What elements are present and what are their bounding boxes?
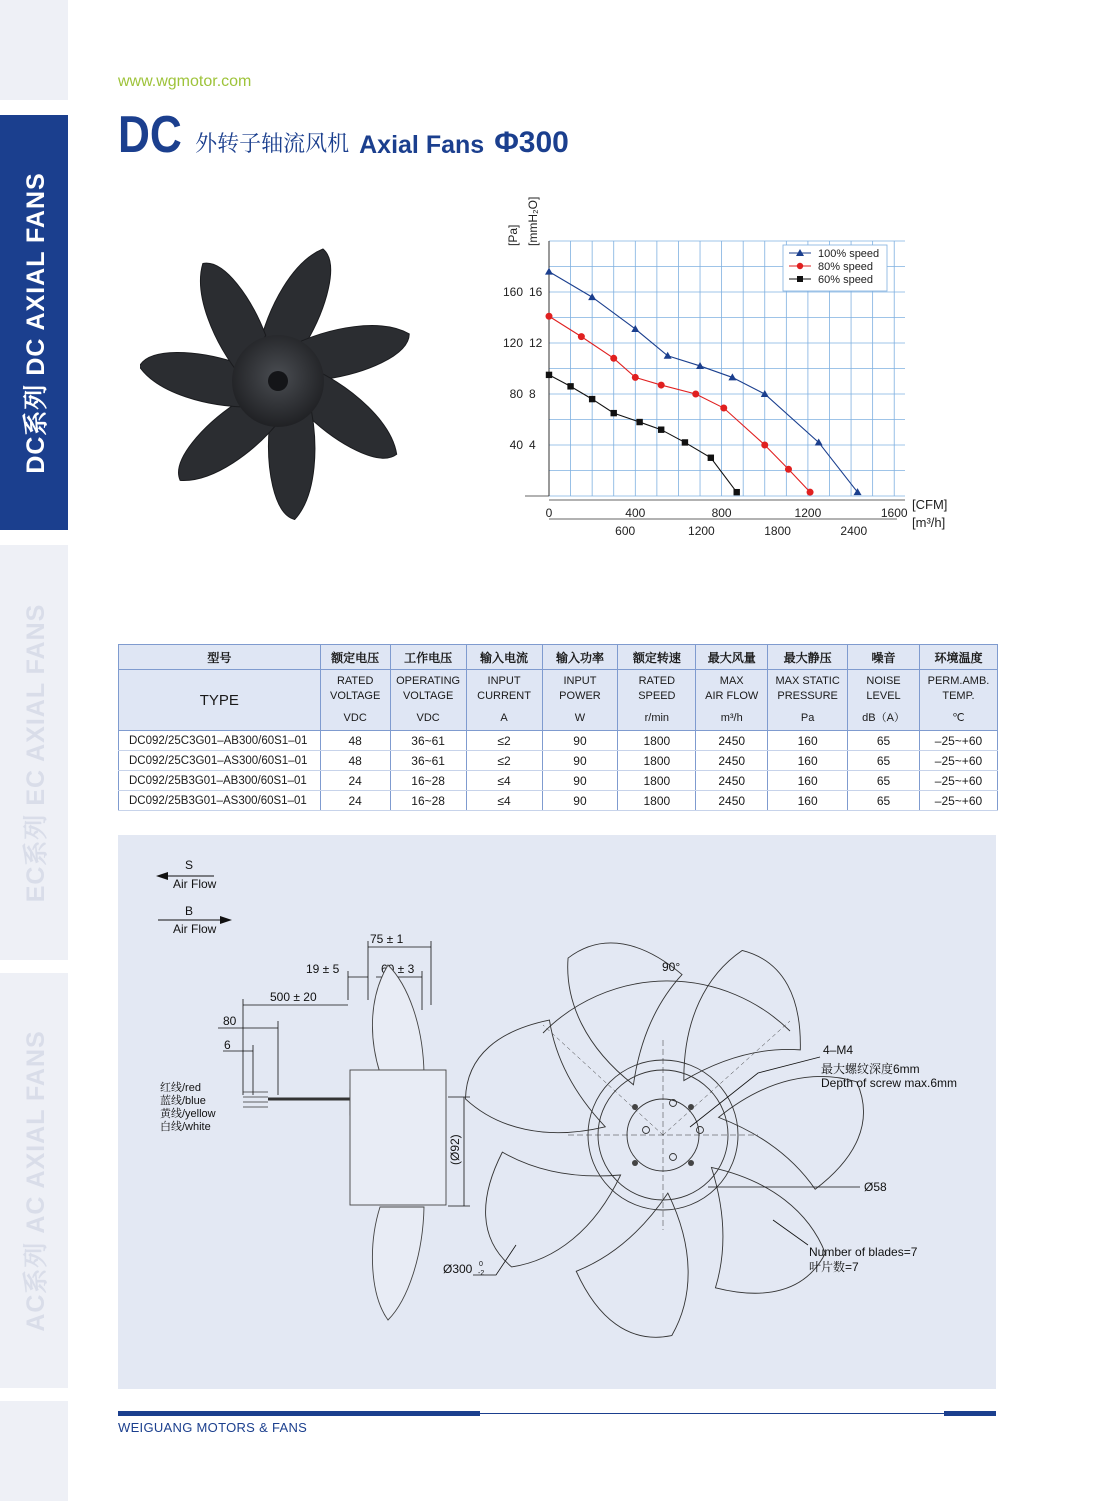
- th-en-2: [466, 670, 542, 731]
- performance-chart: [495, 188, 965, 538]
- x-unit-m3h: [m³/h]: [912, 515, 946, 530]
- data-point: [761, 390, 769, 397]
- arrow-right-icon: [220, 916, 232, 924]
- data-point: [692, 391, 699, 398]
- blades-cn: 叶片数=7: [809, 1260, 859, 1274]
- dim-6: 6: [224, 1038, 231, 1052]
- value-cell: ≤2: [466, 731, 542, 751]
- data-point: [567, 383, 573, 389]
- data-point: [611, 410, 617, 416]
- table-row: [119, 791, 998, 811]
- data-point: [734, 489, 740, 495]
- fan-product-image: [140, 245, 415, 520]
- th-en-line2: POWER: [559, 690, 601, 702]
- x-tick-m3h: 2400: [840, 524, 868, 538]
- value-cell: 2450: [696, 751, 768, 771]
- dim-500: 500 ± 20: [270, 990, 317, 1004]
- data-point: [658, 427, 664, 433]
- th-en-0: [320, 670, 390, 731]
- data-point: [807, 489, 814, 496]
- dia-92: (Ø92): [448, 1134, 462, 1165]
- front-blade: [470, 1142, 621, 1289]
- dim-75: 75 ± 1: [370, 932, 404, 946]
- data-point: [578, 333, 585, 340]
- y-axis-label-mmh2o: [mmH₂O]: [526, 196, 540, 246]
- dia-300: Ø300: [443, 1262, 473, 1276]
- title-en: Axial Fans: [359, 131, 485, 159]
- th-model: 型号: [119, 645, 321, 670]
- x-unit-cfm: [CFM]: [912, 497, 948, 512]
- x-tick-m3h: 1200: [688, 524, 715, 538]
- screw-cn: 最大螺纹深度6mm: [821, 1062, 920, 1076]
- model-cell: DC092/25B3G01–AS300/60S1–01: [119, 791, 321, 811]
- screw-hole-icon: [697, 1127, 704, 1134]
- airflow-b-letter: B: [185, 904, 194, 918]
- wire-red: 红线/red: [160, 1082, 201, 1094]
- mount-hole-icon: [688, 1160, 694, 1166]
- wire-white: 白线/white: [160, 1121, 211, 1133]
- value-cell: 1800: [618, 751, 696, 771]
- fan-side-view: [350, 965, 446, 1320]
- data-point: [658, 382, 665, 389]
- spec-table: [118, 644, 998, 811]
- th-en-line2: TEMP.: [942, 690, 975, 702]
- value-cell: 48: [320, 731, 390, 751]
- th-en-line2: LEVEL: [866, 690, 901, 702]
- model-cell: DC092/25C3G01–AB300/60S1–01: [119, 731, 321, 751]
- value-cell: 90: [542, 731, 618, 751]
- value-cell: 90: [542, 771, 618, 791]
- screw-en: Depth of screw max.6mm: [821, 1076, 958, 1090]
- th-unit: ℃: [952, 712, 965, 724]
- th-en-line1: NOISE: [866, 675, 901, 687]
- data-point: [708, 455, 714, 461]
- value-cell: 65: [848, 731, 920, 751]
- dia-58: Ø58: [864, 1180, 887, 1194]
- y-tick-pa: 120: [502, 336, 523, 350]
- dia-300-tol-bot: -2: [478, 1270, 485, 1277]
- dia-300-tol-top: 0: [479, 1261, 483, 1268]
- legend-entry: 60% speed: [818, 274, 874, 286]
- side-tab-ec-label: EC系列 EC AXIAL FANS: [22, 603, 50, 902]
- value-cell: 2450: [696, 791, 768, 811]
- value-cell: 16~28: [390, 771, 466, 791]
- th-rated-speed: 额定转速: [618, 645, 696, 670]
- value-cell: 2450: [696, 731, 768, 751]
- value-cell: 160: [768, 791, 848, 811]
- th-en-line2: VOLTAGE: [402, 690, 454, 702]
- front-blade: [449, 1013, 606, 1173]
- th-unit: r/min: [644, 712, 670, 724]
- side-tab-ec[interactable]: [0, 545, 68, 960]
- front-blade: [719, 1029, 890, 1199]
- th-en-7: [848, 670, 920, 731]
- title-size: Φ300: [494, 126, 569, 159]
- th-en-6: [768, 670, 848, 731]
- footer-bar-right: [944, 1411, 996, 1416]
- data-point: [682, 439, 688, 445]
- wire-yellow: 黄线/yellow: [160, 1108, 216, 1120]
- value-cell: –25~+60: [919, 791, 997, 811]
- data-point: [636, 419, 642, 425]
- th-en-4: [618, 670, 696, 731]
- data-point: [546, 313, 553, 320]
- screw-hole-icon: [643, 1127, 650, 1134]
- value-cell: 160: [768, 751, 848, 771]
- page-title: [118, 106, 569, 164]
- y-tick-pa: 40: [509, 438, 523, 452]
- data-point: [546, 372, 552, 378]
- value-cell: 90: [542, 791, 618, 811]
- th-en-line2: VOLTAGE: [330, 690, 381, 702]
- value-cell: –25~+60: [919, 731, 997, 751]
- data-point: [720, 405, 727, 412]
- series-line: [549, 375, 737, 492]
- table-row: [119, 731, 998, 751]
- airflow-b-label: Air Flow: [173, 922, 217, 936]
- data-point: [632, 374, 639, 381]
- th-input-power: 输入功率: [542, 645, 618, 670]
- model-cell: DC092/25B3G01–AB300/60S1–01: [119, 771, 321, 791]
- side-tab-ac-label: AC系列 AC AXIAL FANS: [22, 1029, 50, 1332]
- value-cell: 16~28: [390, 791, 466, 811]
- th-en-line1: PERM.AMB.: [927, 675, 990, 687]
- legend-marker: [797, 276, 803, 282]
- y-tick-mm: 4: [529, 438, 536, 452]
- th-input-current: 输入电流: [466, 645, 542, 670]
- value-cell: 65: [848, 791, 920, 811]
- angle-90: 90°: [662, 960, 681, 974]
- technical-drawing: [118, 835, 996, 1389]
- x-tick-m3h: 1800: [764, 524, 791, 538]
- arrow-left-icon: [156, 872, 168, 880]
- th-en-line1: INPUT: [487, 675, 521, 687]
- th-unit: Pa: [800, 712, 815, 724]
- y-axis-label-pa: [Pa]: [506, 224, 520, 246]
- th-en-line2: SPEED: [638, 690, 676, 702]
- th-unit: dB（A）: [862, 712, 905, 724]
- th-temp: 环境温度: [919, 645, 997, 670]
- mount-hole-icon: [688, 1104, 694, 1110]
- y-tick-mm: 8: [529, 387, 536, 401]
- legend-entry: 80% speed: [818, 261, 874, 273]
- value-cell: 1800: [618, 731, 696, 751]
- value-cell: 160: [768, 771, 848, 791]
- th-max-airflow: 最大风量: [696, 645, 768, 670]
- value-cell: 48: [320, 751, 390, 771]
- y-tick-mm: 16: [529, 285, 543, 299]
- front-blade: [567, 1193, 736, 1361]
- th-unit: A: [500, 712, 508, 724]
- value-cell: ≤2: [466, 751, 542, 771]
- blades-en: Number of blades=7: [809, 1245, 918, 1259]
- data-point: [761, 442, 768, 449]
- series-line: [549, 272, 858, 493]
- model-cell: DC092/25C3G01–AS300/60S1–01: [119, 751, 321, 771]
- th-en-5: [696, 670, 768, 731]
- th-en-line2: CURRENT: [477, 690, 531, 702]
- th-unit: W: [574, 712, 586, 724]
- airflow-s-letter: S: [185, 858, 194, 872]
- th-max-pressure: 最大静压: [768, 645, 848, 670]
- dim-60: 60 ± 3: [381, 962, 415, 976]
- fan-front-view: [449, 920, 890, 1361]
- value-cell: 1800: [618, 771, 696, 791]
- data-point: [631, 325, 639, 332]
- th-en-line1: INPUT: [563, 675, 597, 687]
- value-cell: 65: [848, 751, 920, 771]
- th-operating-voltage: 工作电压: [390, 645, 466, 670]
- value-cell: 90: [542, 751, 618, 771]
- th-en-line1: MAX STATIC: [775, 675, 840, 687]
- value-cell: –25~+60: [919, 751, 997, 771]
- th-unit: m³/h: [720, 712, 743, 724]
- value-cell: 65: [848, 771, 920, 791]
- th-en-3: [542, 670, 618, 731]
- table-header-cn: [119, 645, 998, 670]
- website-link[interactable]: www.wgmotor.com: [118, 73, 252, 90]
- table-row: [119, 751, 998, 771]
- value-cell: 160: [768, 731, 848, 751]
- side-tab-dc[interactable]: [0, 115, 68, 530]
- y-tick-pa: 160: [502, 285, 523, 299]
- data-point: [589, 396, 595, 402]
- footer-bar-left: [118, 1411, 480, 1416]
- dim-19: 19 ± 5: [306, 962, 340, 976]
- x-tick-m3h: 600: [615, 524, 636, 538]
- fan-hub-center: [268, 371, 288, 391]
- th-unit: VDC: [343, 712, 367, 724]
- th-en-line2: PRESSURE: [777, 690, 838, 702]
- side-tab-bottom: [0, 1401, 68, 1501]
- airflow-s-label: Air Flow: [173, 877, 217, 891]
- side-tab-ac[interactable]: [0, 973, 68, 1388]
- footer-company: WEIGUANG MOTORS & FANS: [118, 1420, 308, 1435]
- footer-line: [480, 1413, 944, 1414]
- table-row: [119, 771, 998, 791]
- legend-marker: [797, 263, 803, 269]
- side-tab-top: [0, 0, 68, 100]
- value-cell: ≤4: [466, 771, 542, 791]
- th-en-line1: OPERATING: [396, 675, 461, 687]
- th-rated-voltage: 额定电压: [320, 645, 390, 670]
- th-en-line1: MAX: [719, 675, 744, 687]
- value-cell: ≤4: [466, 791, 542, 811]
- dim-80: 80: [223, 1014, 237, 1028]
- th-en-line1: RATED: [336, 675, 374, 687]
- value-cell: 36~61: [390, 751, 466, 771]
- drawing-canvas: [118, 835, 996, 1389]
- front-blade: [663, 943, 805, 1081]
- title-dc: DC: [118, 106, 182, 164]
- wire-blue: 蓝线/blue: [160, 1095, 206, 1107]
- value-cell: 24: [320, 791, 390, 811]
- th-en-8: [919, 670, 997, 731]
- th-en-line2: AIR FLOW: [705, 690, 759, 702]
- th-en-line1: RATED: [638, 675, 676, 687]
- data-point: [785, 466, 792, 473]
- screw-spec: 4–M4: [823, 1043, 854, 1057]
- mount-hole-icon: [632, 1160, 638, 1166]
- data-point: [610, 355, 617, 362]
- data-point: [588, 293, 596, 300]
- x-tick-cfm: 400: [625, 506, 646, 520]
- data-point: [545, 268, 553, 275]
- value-cell: 1800: [618, 791, 696, 811]
- y-tick-pa: 80: [509, 387, 523, 401]
- value-cell: 36~61: [390, 731, 466, 751]
- screw-hole-icon: [670, 1154, 677, 1161]
- th-en-1: [390, 670, 466, 731]
- side-tab-dc-label: DC系列 DC AXIAL FANS: [22, 171, 50, 474]
- x-tick-cfm: 1200: [794, 506, 822, 520]
- table-header-en: [119, 670, 998, 731]
- angle-arc: [543, 981, 790, 1033]
- x-tick-cfm: 1600: [880, 506, 908, 520]
- x-tick-cfm: 800: [711, 506, 732, 520]
- y-tick-mm: 12: [529, 336, 543, 350]
- value-cell: 2450: [696, 771, 768, 791]
- value-cell: 24: [320, 771, 390, 791]
- title-cn: 外转子轴流风机: [195, 132, 350, 157]
- x-tick-cfm: 0: [545, 506, 553, 520]
- th-type: TYPE: [119, 670, 321, 731]
- value-cell: –25~+60: [919, 771, 997, 791]
- th-unit: VDC: [416, 712, 440, 724]
- th-noise: 噪音: [848, 645, 920, 670]
- legend-entry: 100% speed: [818, 248, 880, 260]
